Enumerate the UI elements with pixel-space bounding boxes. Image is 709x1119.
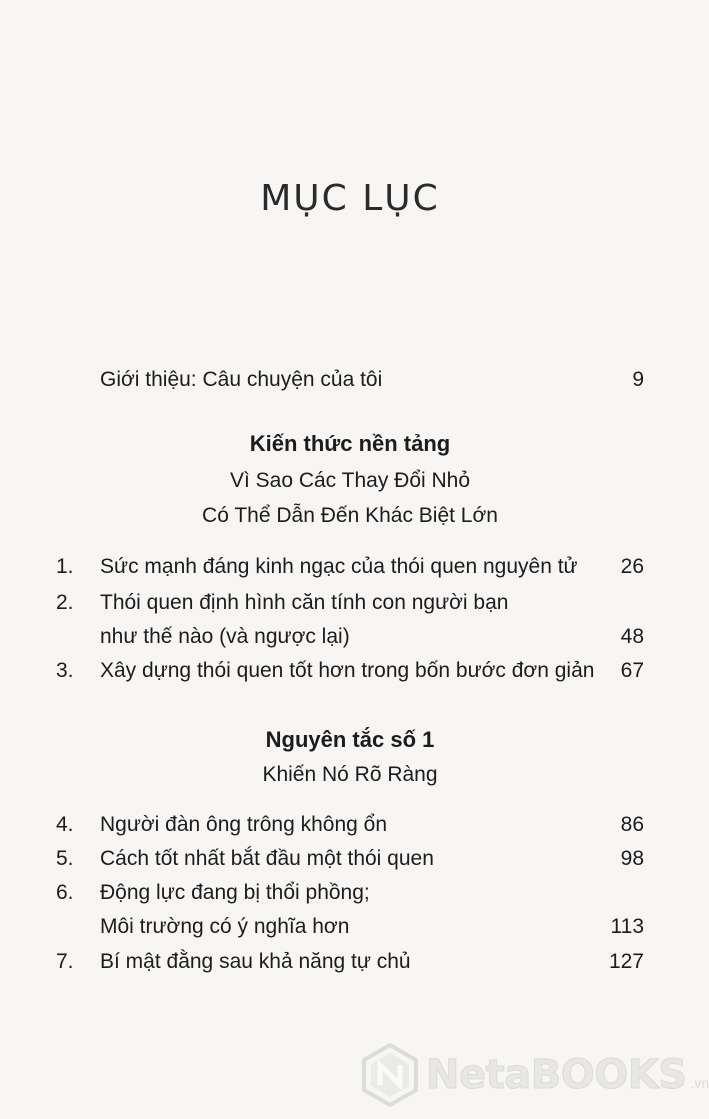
- section-heading-foundation: Kiến thức nền tảng: [249, 431, 451, 456]
- entry-text: Động lực đang bị thổi phồng;: [100, 881, 370, 904]
- toc-entry[interactable]: [0, 551, 700, 583]
- page-title: MỤC LỤC: [260, 178, 440, 219]
- section-heading-rule-1: Nguyên tắc số 1: [265, 727, 435, 752]
- section-subtitle: Vì Sao Các Thay Đổi Nhỏ: [229, 469, 471, 492]
- entry-text: Môi trường có ý nghĩa hơn: [100, 915, 350, 938]
- entry-text: Người đàn ông trông không ổn: [100, 813, 388, 836]
- entry-number: 6.: [56, 881, 74, 904]
- toc-entry-continuation[interactable]: [0, 911, 700, 943]
- entry-page: 67: [620, 659, 644, 682]
- watermark-suffix: .vn: [690, 1075, 709, 1091]
- entry-page: 86: [620, 813, 644, 836]
- entry-text: Sức mạnh đáng kinh ngạc của thói quen nguyên tử: [100, 555, 578, 578]
- netabooks-watermark: [362, 1043, 709, 1107]
- toc-entry-intro[interactable]: [0, 364, 700, 396]
- entry-page: 127: [608, 950, 644, 973]
- entry-text: như thế nào (và ngược lại): [100, 625, 350, 648]
- toc-entry-continuation[interactable]: [0, 621, 700, 653]
- entry-text: Giới thiệu: Câu chuyện của tôi: [100, 368, 383, 391]
- toc-entry[interactable]: [0, 877, 700, 909]
- toc-entry[interactable]: [0, 655, 700, 687]
- section-subtitle: Có Thể Dẫn Đến Khác Biệt Lớn: [202, 504, 498, 527]
- entry-page: 98: [620, 847, 644, 870]
- netabooks-logo-icon: [362, 1043, 418, 1107]
- toc-entry[interactable]: [0, 809, 700, 841]
- entry-number: 4.: [56, 813, 74, 836]
- entry-page: 48: [620, 625, 644, 648]
- entry-number: 2.: [56, 591, 74, 614]
- entry-text: Thói quen định hình căn tính con người bạn: [100, 591, 509, 614]
- entry-number: 7.: [56, 950, 74, 973]
- entry-number: 3.: [56, 659, 74, 682]
- entry-number: 1.: [56, 555, 74, 578]
- toc-entry[interactable]: [0, 843, 700, 875]
- watermark-brand: NetaBOOKS: [426, 1052, 687, 1098]
- section-subtitle: Khiến Nó Rõ Ràng: [262, 763, 438, 786]
- toc-entry[interactable]: [0, 946, 700, 978]
- entry-page: 26: [620, 555, 644, 578]
- entry-text: Bí mật đằng sau khả năng tự chủ: [100, 950, 411, 973]
- entry-text: Xây dựng thói quen tốt hơn trong bốn bước đơn giản: [100, 659, 595, 682]
- toc-entry[interactable]: [0, 587, 700, 619]
- entry-page: 113: [610, 915, 644, 938]
- entry-number: 5.: [56, 847, 74, 870]
- entry-page: 9: [632, 368, 644, 391]
- entry-text: Cách tốt nhất bắt đầu một thói quen: [100, 847, 434, 870]
